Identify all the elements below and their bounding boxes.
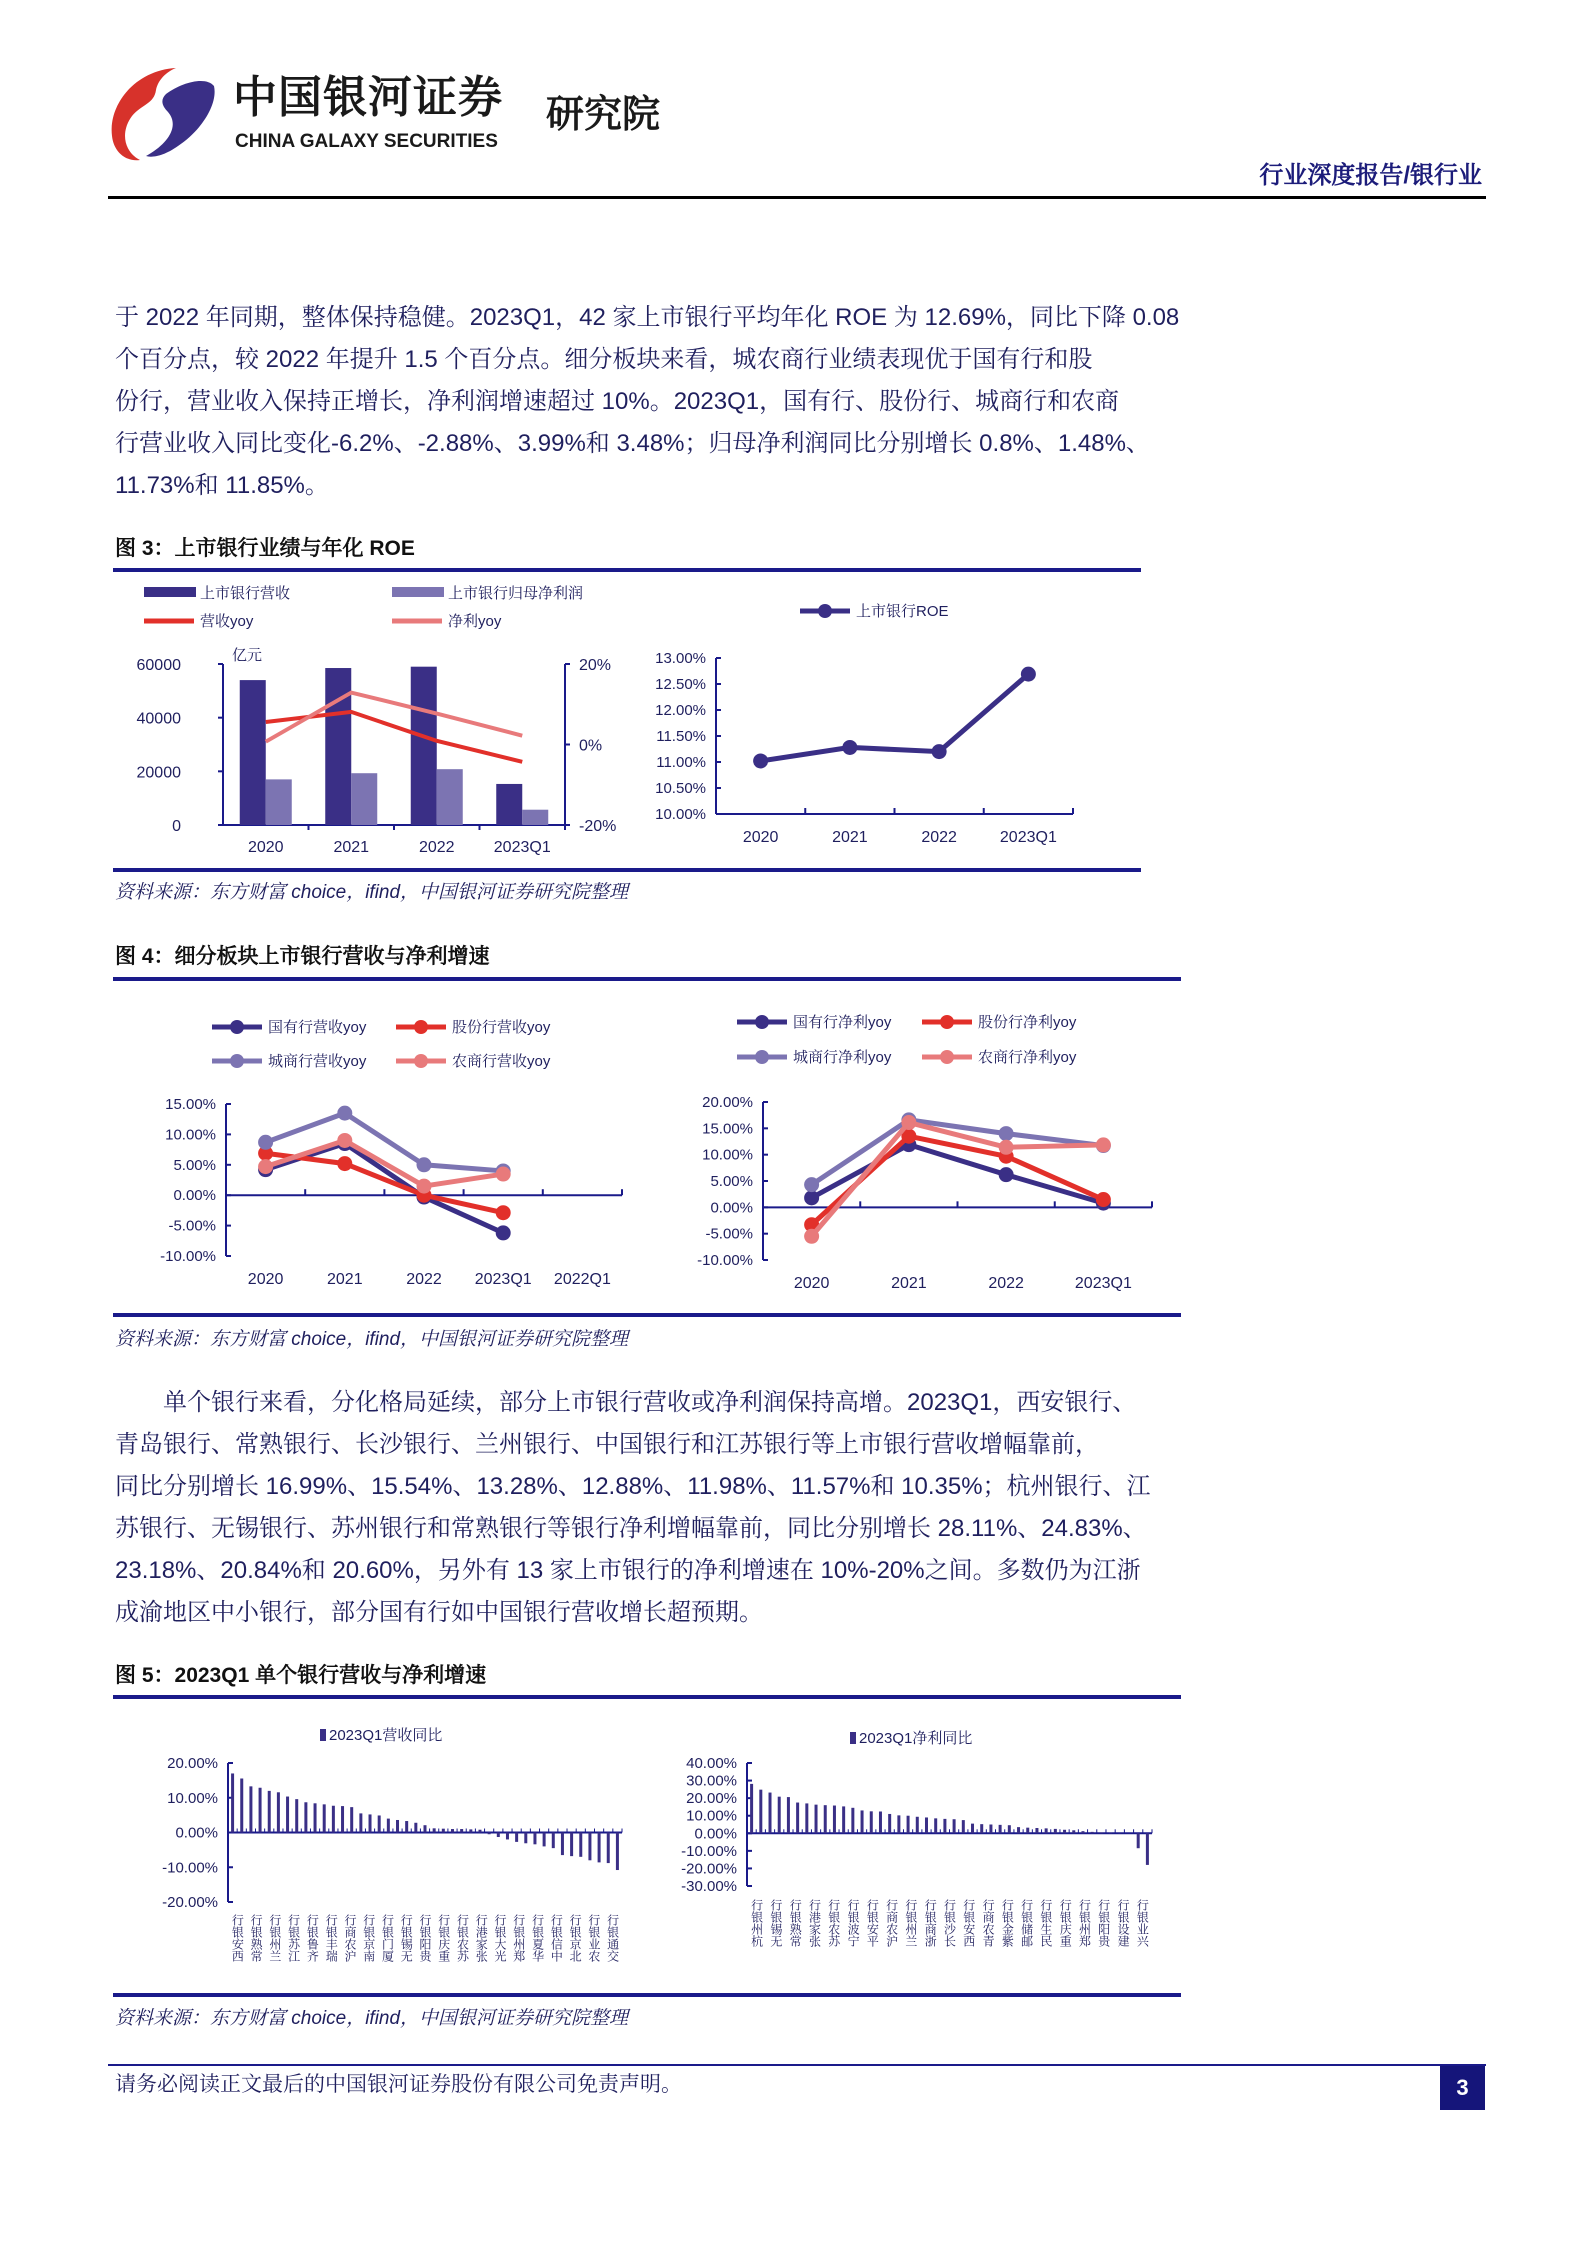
bar [989,1825,992,1834]
bank-label: 常熟银行 [249,1914,264,1962]
bar [953,1819,956,1833]
y-tick-label: -5.00% [168,1217,216,1235]
legend-label: 2023Q1净利同比 [859,1730,973,1747]
bank-label: 重庆银行 [436,1914,451,1962]
bar [341,1806,344,1832]
bar [607,1833,610,1864]
y-tick-label: 20.00% [686,1790,737,1808]
paragraph2-line: 苏银行、无锡银行、苏州银行和常熟银行等银行净利增幅靠前，同比分别增长 28.11%、24.83%、 [115,1515,1147,1542]
bank-label: 紫金银行 [1000,1899,1015,1947]
y-tick-label: 10.00% [167,1789,218,1807]
bar [1109,1833,1112,1834]
x-tick-label: 2022Q1 [553,1271,611,1288]
bar-revenue [411,667,437,825]
bank-label: 江苏银行 [286,1914,301,1962]
bar [533,1833,536,1845]
bar-net-profit [351,773,377,825]
bank-label: 贵阳银行 [1096,1899,1111,1947]
paragraph2-line: 同比分别增长 16.99%、15.54%、13.28%、12.88%、11.98%、11.57%和 10.35%；杭州银行、江 [115,1473,1151,1500]
bar [249,1786,252,1832]
data-point [496,1205,511,1220]
legend-marker [940,1050,954,1064]
bar [1081,1831,1084,1833]
bar [1054,1829,1057,1833]
x-tick-label: 2023Q1 [1074,1275,1132,1292]
bank-label: 郑州银行 [511,1914,526,1962]
bar [231,1773,234,1832]
legend-label: 2023Q1营收同比 [329,1727,443,1744]
bank-label: 郑州银行 [1077,1899,1092,1947]
bar [1100,1832,1103,1833]
bar [870,1811,873,1833]
bar [552,1833,555,1849]
bank-label: 西安银行 [230,1914,245,1962]
legend-marker [818,604,832,618]
bank-label: 宁波银行 [846,1899,861,1947]
bank-label: 兴业银行 [1135,1899,1150,1947]
x-tick-label: 2022 [418,839,455,856]
bank-label: 瑞丰银行 [324,1914,339,1962]
y-tick-label: 0.00% [173,1187,216,1205]
bar [259,1788,262,1833]
bar [943,1819,946,1833]
bar [1091,1832,1094,1833]
data-point [999,1126,1014,1141]
bar [980,1824,983,1833]
data-point [417,1179,432,1194]
bank-label: 华夏银行 [530,1914,545,1962]
x-tick-label: 2021 [327,1271,363,1288]
bar [350,1807,353,1832]
legend-label: 上市银行归母净利润 [448,585,584,602]
data-point [842,740,857,755]
x-tick-label: 2020 [247,839,284,856]
data-point [337,1106,352,1121]
bar [769,1793,772,1834]
bar [424,1825,427,1832]
bank-label: 农业银行 [586,1914,601,1962]
unit-label: 亿元 [232,647,263,664]
bar [999,1825,1002,1833]
y-tick-label: 10.00% [165,1126,216,1144]
legend-swatch [144,587,196,597]
legend-marker [230,1020,244,1034]
bar [842,1806,845,1833]
bank-label: 北京银行 [568,1914,583,1962]
report-category: 行业深度报告/银行业 [1259,162,1482,189]
bar [268,1791,271,1833]
bar [971,1824,974,1834]
bar [579,1833,582,1857]
bar [478,1830,481,1833]
bank-label: 贵阳银行 [418,1914,432,1962]
legend-marker [414,1054,428,1068]
y-tick-label: 15.00% [165,1096,216,1113]
paragraph2-line: 青岛银行、常熟银行、长沙银行、兰州银行、中国银行和江苏银行等上市银行营收增幅靠前， [115,1431,1099,1458]
bar [750,1784,753,1833]
bar [1008,1825,1011,1833]
y-tick-label: -20.00% [681,1860,737,1878]
bar [824,1805,827,1833]
data-point [496,1167,511,1182]
y-tick-label: 0.00% [694,1825,737,1843]
data-point [1021,667,1036,682]
bank-label: 中信银行 [549,1914,564,1962]
bar [805,1803,808,1833]
paragraph1-line: 个百分点，较 2022 年提升 1.5 个百分点。细分板块来看，城农商行业绩表现优于国有行和股 [115,346,1093,373]
bank-label: 沪农商行 [342,1914,357,1962]
x-tick-label: 2021 [891,1275,927,1292]
legend-label: 股份行净利yoy [978,1014,1077,1031]
legend-label: 上市银行ROE [856,603,949,620]
figure3-source: 资料来源：东方财富 choice，ifind，中国银河证券研究院整理 [115,882,629,903]
bar [515,1833,518,1842]
bar [396,1820,399,1833]
bank-label: 邮储银行 [1019,1899,1034,1947]
bar [1017,1827,1020,1833]
bar [1026,1828,1029,1834]
bar [925,1817,928,1833]
legend-swatch [392,587,444,597]
figure4-source: 资料来源：东方财富 choice，ifind，中国银河证券研究院整理 [115,1329,629,1350]
bank-label: 无锡银行 [399,1914,414,1962]
data-point [804,1229,819,1244]
y-tick-label: 0.00% [175,1824,218,1842]
y-tick-label: 20.00% [167,1755,218,1772]
y-tick-label: -10.00% [681,1842,737,1860]
legend-label: 国有行净利yoy [793,1014,892,1031]
x-tick-label: 2020 [793,1275,830,1292]
x-tick-label: 2023Q1 [493,839,551,856]
y-tick-label: 10.00% [655,806,706,823]
y-tick-label: 40.00% [686,1755,737,1772]
data-point [1096,1137,1111,1152]
bank-label: 兰州银行 [267,1914,282,1962]
data-point [337,1133,352,1148]
figure5-title: 图 5：2023Q1 单个银行营收与净利增速 [115,1664,487,1687]
legend-label: 股份行营收yoy [452,1019,551,1036]
data-point [417,1157,432,1172]
y-tick-label: 11.50% [656,728,706,745]
legend-label: 农商行营收yoy [452,1053,551,1070]
bar-revenue [496,784,522,825]
y-tick-label: 10.00% [686,1807,737,1825]
y-tick-label: 20000 [136,764,181,782]
bar [497,1833,500,1838]
legend-swatch [320,1729,326,1741]
legend-label: 城商行营收yoy [268,1053,367,1070]
bar [561,1833,564,1856]
y2-tick-label: 20% [579,657,612,674]
legend-marker [755,1015,769,1029]
bar [833,1806,836,1834]
data-point [337,1156,352,1171]
legend-label: 城商行净利yoy [793,1049,892,1066]
bank-label: 建设银行 [1116,1899,1131,1947]
bar [888,1814,891,1833]
figure5-source: 资料来源：东方财富 choice，ifind，中国银河证券研究院整理 [115,2008,629,2029]
bar [524,1833,527,1844]
bar [796,1803,799,1834]
bar [1035,1828,1038,1833]
y-tick-label: -10.00% [697,1252,753,1269]
bar [787,1797,790,1833]
legend-label: 农商行净利yoy [978,1049,1077,1066]
bar [543,1833,546,1847]
y-tick-label: 10.50% [655,780,706,797]
bank-label: 浙商银行 [923,1899,938,1947]
bank-label: 民生银行 [1038,1899,1053,1947]
bar-net-profit [266,779,292,825]
paragraph1-line: 于 2022 年同期，整体保持稳健。2023Q1，42 家上市银行平均年化 ROE 为 12.69%，同比下降 0.08 [115,304,1180,331]
legend-swatch [850,1732,856,1744]
x-tick-label: 2020 [742,829,779,846]
bank-label: 青农商行 [981,1899,996,1947]
y-tick-label: -30.00% [681,1878,737,1895]
paragraph1-line: 行营业收入同比变化-6.2%、-2.88%、3.99%和 3.48%；归母净利润同比分别增长 0.8%、1.48%、 [115,430,1150,457]
bar [1063,1830,1066,1834]
bar [277,1792,280,1832]
y-tick-label: -10.00% [160,1248,216,1265]
data-point [932,744,947,759]
bar [962,1820,965,1833]
y-tick-label: 40000 [136,710,181,728]
bar [616,1833,619,1871]
y-tick-label: 0 [172,818,181,835]
footer-disclaimer: 请务必阅读正文最后的中国银河证券股份有限公司免责声明。 [115,2073,682,2096]
legend-marker [414,1020,428,1034]
x-tick-label: 2023Q1 [999,829,1057,846]
y-tick-label: 30.00% [686,1772,737,1790]
bar-revenue [325,668,351,825]
figure4-title: 图 4：细分板块上市银行营收与净利增速 [115,945,490,968]
data-point [999,1167,1014,1182]
legend-marker [940,1015,954,1029]
y-tick-label: 11.00% [656,754,706,771]
y-tick-label: 5.00% [710,1173,753,1190]
y-tick-label: 0.00% [710,1199,753,1217]
data-point [999,1140,1014,1155]
legend-marker [230,1054,244,1068]
x-tick-label: 2023Q1 [474,1271,532,1288]
bar [295,1799,298,1832]
bar [387,1819,390,1833]
paragraph2-line: 单个银行来看，分化格局延续，部分上市银行营收或净利润保持高增。2023Q1，西安银行、 [163,1389,1137,1416]
bar [460,1829,463,1832]
bar [1146,1833,1149,1865]
bar [778,1797,781,1834]
paragraph1-line: 份行，营业收入保持正增长，净利润增速超过 10%。2023Q1，国有行、股份行、城商行和农商 [115,388,1120,415]
bank-label: 平安银行 [865,1899,880,1947]
bank-label: 无锡银行 [768,1899,783,1947]
bar [451,1829,454,1832]
bar [369,1814,372,1832]
bank-label: 重庆银行 [1058,1899,1073,1947]
bar [570,1833,573,1857]
bar [488,1833,491,1835]
bank-label: 沪农商行 [884,1899,899,1947]
data-point [258,1159,273,1174]
bank-label: 厦门银行 [380,1914,395,1962]
paragraph2-line: 23.18%、20.84%和 20.60%，另外有 13 家上市银行的净利增速在 10%-20%之间。多数仍为江浙 [115,1557,1141,1584]
legend-label: 营收yoy [200,613,254,630]
bank-label: 常熟银行 [788,1899,803,1947]
bar-net-profit [437,769,463,825]
y-tick-label: -10.00% [162,1859,218,1877]
bank-label: 苏农银行 [826,1899,841,1947]
y-tick-label: 15.00% [702,1120,753,1138]
bar [815,1805,818,1834]
y-tick-label: 13.00% [655,650,706,667]
legend-marker [755,1050,769,1064]
bank-label: 西安银行 [961,1899,976,1947]
bank-label: 张家港行 [474,1914,489,1962]
legend-label: 净利yoy [448,613,502,630]
x-tick-label: 2021 [832,829,868,846]
bar [304,1802,307,1832]
legend-label: 国有行营收yoy [268,1019,367,1036]
y-tick-label: 60000 [136,657,181,674]
bar [314,1803,317,1832]
logo-chinese-name: 中国银河证券 [233,73,503,122]
logo-english-name: CHINA GALAXY SECURITIES [235,131,498,152]
x-tick-label: 2020 [247,1271,284,1288]
data-point [901,1115,916,1130]
bar [851,1808,854,1833]
x-tick-label: 2021 [333,839,370,856]
data-point [804,1177,819,1192]
bar [1137,1833,1140,1848]
bank-label: 齐鲁银行 [305,1914,320,1962]
bank-label: 光大银行 [493,1914,508,1962]
bar [506,1833,509,1840]
bar [861,1810,864,1833]
bar [598,1833,601,1863]
bank-label: 南京银行 [361,1914,376,1962]
bank-label: 张家港行 [807,1899,822,1947]
bar-net-profit [522,810,548,825]
y-tick-label: 10.00% [702,1146,753,1164]
bank-label: 兰州银行 [903,1899,918,1947]
bar [378,1815,381,1832]
bar [1045,1828,1048,1833]
bank-label: 苏农银行 [455,1914,470,1962]
bar [405,1821,408,1832]
y-tick-label: -5.00% [705,1225,753,1243]
bar [759,1790,762,1834]
y-tick-label: 20.00% [702,1094,753,1111]
paragraph1-line: 11.73%和 11.85%。 [115,472,329,499]
y2-tick-label: 0% [579,737,603,755]
bar [1072,1830,1075,1833]
x-tick-label: 2022 [406,1271,442,1288]
bar [240,1778,243,1832]
bank-label: 长沙银行 [942,1899,957,1947]
data-point [258,1135,273,1150]
bar [916,1817,919,1834]
data-point [804,1190,819,1205]
y2-tick-label: -20% [579,818,617,835]
bar [286,1797,289,1833]
y-tick-label: -20.00% [162,1894,218,1911]
bank-label: 交通银行 [605,1914,620,1962]
bar [323,1804,326,1832]
bar [897,1815,900,1833]
figure3-title: 图 3：上市银行业绩与年化 ROE [115,537,415,560]
legend-label: 上市银行营收 [200,585,291,602]
bar [332,1806,335,1833]
y-tick-label: 5.00% [173,1156,216,1174]
bar [934,1818,937,1833]
series-line [761,674,1029,761]
y-tick-label: 12.50% [655,676,706,693]
bar-revenue [240,680,266,825]
bar [433,1828,436,1832]
bank-label: 杭州银行 [749,1899,764,1947]
bar [442,1829,445,1833]
series-line [812,1136,1104,1224]
y-tick-label: 12.00% [655,702,706,719]
bar [359,1813,362,1832]
bar [469,1829,472,1832]
logo-institute: 研究院 [546,94,661,136]
x-tick-label: 2022 [988,1275,1024,1292]
x-tick-label: 2022 [921,829,957,846]
page-number: 3 [1440,2066,1485,2110]
bar [588,1833,591,1861]
bar [879,1811,882,1833]
data-point [1096,1192,1111,1207]
data-point [753,753,768,768]
data-point [496,1225,511,1240]
paragraph2-line: 成渝地区中小银行，部分国有行如中国银行营收增长超预期。 [115,1599,763,1626]
bar [414,1823,417,1833]
bar [907,1816,910,1834]
